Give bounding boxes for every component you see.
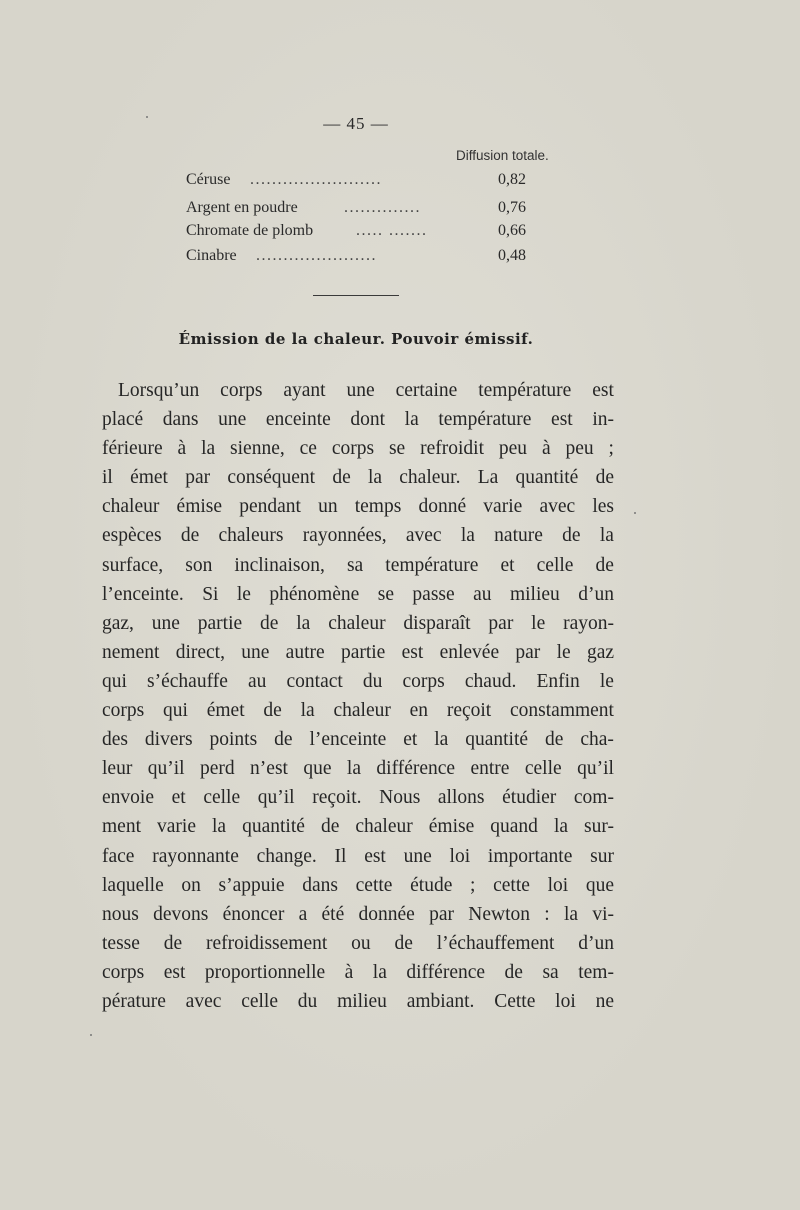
leader-dots: .............. (344, 199, 421, 216)
paragraph-line (102, 725, 614, 754)
word: par (515, 641, 541, 663)
word: rayon- (563, 612, 614, 634)
word: le (236, 583, 251, 605)
word: en (409, 700, 429, 722)
word: Lorsqu’un (118, 380, 200, 401)
word: cette (493, 874, 530, 896)
word: milieu (337, 990, 387, 1012)
word: sa (346, 554, 364, 576)
word: reçoit (446, 700, 492, 722)
word: tem- (578, 961, 614, 983)
word: se (388, 438, 406, 460)
word: partie (340, 641, 386, 663)
word: placé (102, 409, 144, 431)
paragraph-line (102, 667, 614, 696)
word: une (403, 845, 432, 867)
word: rayonnante (152, 845, 239, 867)
word: de (332, 467, 351, 489)
table-header: Diffusion totale. (456, 148, 549, 163)
word: de (260, 612, 279, 634)
paragraph-line (102, 609, 614, 638)
word: la (434, 729, 449, 751)
paragraph-line (102, 463, 614, 492)
word: allons (437, 787, 485, 809)
word: com- (573, 787, 614, 809)
word: rayonnées, (302, 525, 387, 547)
word: laquelle (102, 874, 164, 896)
paragraph-line (102, 638, 614, 667)
word: inclinaison, (234, 554, 325, 576)
paragraph-line (102, 492, 614, 521)
word: l’enceinte (309, 729, 387, 751)
word: à (344, 961, 354, 983)
word: varie (157, 816, 196, 838)
word: la (367, 467, 383, 489)
word: celle (524, 758, 562, 780)
word: chaleur (355, 816, 413, 838)
table-row (186, 247, 526, 269)
word: de (544, 729, 564, 751)
word: corps (102, 700, 145, 722)
word: espèces (102, 525, 162, 547)
word: qu’il (577, 758, 614, 780)
word: la (404, 409, 419, 431)
paper-speck (634, 512, 636, 514)
word: : (544, 903, 550, 925)
word: que (303, 758, 332, 780)
word: du (362, 670, 383, 692)
word: perd (199, 758, 235, 780)
word: des (102, 729, 128, 751)
word: tesse (102, 932, 140, 954)
word: la (346, 758, 361, 780)
paragraph-line (102, 580, 614, 609)
word: le (599, 670, 614, 692)
word: un (318, 496, 338, 518)
word: corps (220, 380, 263, 401)
table-row-value: 0,76 (498, 199, 526, 216)
paragraph (102, 376, 614, 1016)
word: qui (163, 700, 188, 722)
word: est (551, 409, 573, 431)
word: donné (418, 496, 467, 518)
word: la (599, 525, 614, 547)
word: énoncer (222, 903, 285, 925)
word: cette (355, 874, 393, 896)
paragraph-line (102, 696, 614, 725)
paragraph-line (102, 842, 614, 871)
word: la (372, 961, 387, 983)
word: de (394, 932, 413, 954)
paragraph-line (102, 521, 614, 550)
word: température (385, 554, 479, 576)
word: sa (542, 961, 559, 983)
word: s’échauffe (147, 670, 228, 692)
word: dans (162, 409, 199, 431)
leader-dots: ........................ (250, 171, 382, 188)
word: proportionnelle (204, 961, 326, 983)
word: nature (494, 525, 543, 547)
word: sienne, (230, 438, 285, 460)
page-number: — 45 — (323, 114, 389, 133)
word: de (180, 525, 200, 547)
word: direct, (175, 641, 225, 663)
word: ment (102, 816, 141, 838)
word: que (585, 874, 614, 896)
word: qu’il (147, 758, 185, 780)
paragraph-line (102, 987, 614, 1016)
word: Newton (468, 903, 531, 925)
word: au (473, 583, 492, 605)
paper-speck (90, 1034, 92, 1036)
word: de (320, 816, 340, 838)
word: chaleurs (218, 525, 284, 547)
leader-dots: ...................... (256, 247, 377, 264)
word: de (163, 932, 183, 954)
word: ou (351, 932, 371, 954)
word: de (274, 729, 293, 751)
table-row-label: Céruse (186, 171, 231, 188)
table-row-label: Cinabre (186, 247, 237, 264)
word: la (300, 700, 315, 722)
word: peu (565, 438, 594, 460)
table-row (186, 199, 526, 221)
word: et (171, 787, 186, 809)
word: de (504, 961, 523, 983)
section-divider (313, 295, 399, 296)
word: la (201, 438, 216, 460)
word: dans (302, 874, 338, 896)
paragraph-line (102, 434, 614, 463)
table-row (186, 222, 526, 244)
word: est (401, 641, 424, 663)
word: été (321, 903, 345, 925)
paragraph-line (102, 754, 614, 783)
word: cha- (580, 729, 614, 751)
word: ambiant. (406, 990, 475, 1012)
word: Si (202, 583, 219, 605)
paper-speck (146, 116, 148, 118)
word: disparaît (403, 612, 471, 634)
word: du (297, 990, 318, 1012)
word: nous (102, 903, 139, 925)
word: la (460, 525, 475, 547)
word: loi (547, 874, 569, 896)
word: pérature (102, 990, 166, 1012)
word: celle (241, 990, 278, 1012)
word: une (151, 612, 180, 634)
table-row-value: 0,48 (498, 247, 526, 264)
word: la (212, 816, 227, 838)
word: entre (470, 758, 510, 780)
word: étude (410, 874, 453, 896)
word: avec (405, 525, 442, 547)
word: quantité (515, 467, 579, 489)
word: température (478, 380, 572, 401)
word: est (592, 380, 614, 401)
word: de (595, 467, 614, 489)
word: corps (402, 670, 445, 692)
word: peu (498, 438, 528, 460)
word: nement (102, 641, 160, 663)
word: il (102, 467, 113, 489)
word: une (218, 409, 247, 431)
word: une (241, 641, 270, 663)
word: phénomène (269, 583, 360, 605)
word: émise (176, 496, 223, 518)
word: conséquent (227, 467, 316, 489)
word: importante (487, 845, 573, 867)
word: temps (354, 496, 402, 518)
paragraph-line (102, 871, 614, 900)
word: a (298, 903, 308, 925)
word: Cette (494, 990, 536, 1012)
table-row-label: Chromate de plomb (186, 222, 314, 239)
table-row (186, 171, 526, 193)
word: ; (470, 874, 476, 896)
paragraph-line (102, 929, 614, 958)
word: leur (102, 758, 133, 780)
word: température (438, 409, 532, 431)
word: loi (449, 845, 471, 867)
word: La (477, 467, 499, 489)
word: vi- (592, 903, 614, 925)
paragraph-line (102, 376, 614, 405)
word: étudier (502, 787, 557, 809)
word: est (163, 961, 186, 983)
word: loi (555, 990, 576, 1012)
word: émet (130, 467, 168, 489)
word: on (181, 874, 201, 896)
word: férieure (102, 438, 163, 460)
word: la (296, 612, 311, 634)
word: gaz, (102, 612, 134, 634)
word: sur (590, 845, 614, 867)
word: chaleur. (399, 467, 461, 489)
word: ce (299, 438, 317, 460)
word: divers (144, 729, 193, 751)
word: le (556, 641, 571, 663)
word: milieu (509, 583, 560, 605)
word: Nous (379, 787, 421, 809)
word: à (541, 438, 551, 460)
word: passe (412, 583, 455, 605)
word: in- (592, 409, 614, 431)
word: la (553, 816, 569, 838)
word: refroidit (420, 438, 484, 460)
word: quantité (242, 816, 305, 838)
word: son (185, 554, 213, 576)
word: chaleur (328, 612, 386, 634)
word: devons (153, 903, 209, 925)
word: quand (490, 816, 538, 838)
word: avec (185, 990, 222, 1012)
paragraph-line (102, 812, 614, 841)
word: par (429, 903, 455, 925)
word: Il (334, 845, 347, 867)
word: quantité (465, 729, 529, 751)
word: l’enceinte. (102, 583, 184, 605)
word: et (403, 729, 418, 751)
word: reçoit. (312, 787, 362, 809)
word: qu’il (257, 787, 295, 809)
word: de (562, 525, 581, 547)
word: ne (595, 990, 614, 1012)
word: dont (350, 409, 386, 431)
word: contact (286, 670, 343, 692)
table-row-value: 0,82 (498, 171, 526, 188)
word: est (364, 845, 386, 867)
word: par (488, 612, 514, 634)
word: la (563, 903, 579, 925)
word: sur- (584, 816, 614, 838)
word: s’appuie (218, 874, 285, 896)
word: de (263, 700, 282, 722)
section-title: Émission de la chaleur. Pouvoir émissif. (178, 330, 534, 348)
word: ; (608, 438, 614, 460)
word: partie (197, 612, 243, 634)
word: envoie (102, 787, 154, 809)
word: au (247, 670, 267, 692)
paragraph-line (102, 783, 614, 812)
word: à (177, 438, 187, 460)
word: surface, (102, 554, 164, 576)
word: différence (406, 961, 486, 983)
word: gaz (586, 641, 614, 663)
word: celle (536, 554, 574, 576)
word: n’est (250, 758, 288, 780)
word: par (185, 467, 211, 489)
word: et (500, 554, 515, 576)
word: chaleur (102, 496, 160, 518)
word: le (531, 612, 546, 634)
word: Enfin (536, 670, 580, 692)
word: corps (102, 961, 145, 983)
word: donnée (358, 903, 415, 925)
word: enlevée (439, 641, 500, 663)
paragraph-line (102, 551, 614, 580)
paragraph-line (102, 900, 614, 929)
word: les (592, 496, 614, 518)
word: enceinte (265, 409, 331, 431)
word: change. (256, 845, 317, 867)
word: avec (539, 496, 576, 518)
paragraph-line (102, 405, 614, 434)
leader-dots: ..... ....... (356, 222, 428, 239)
word: corps (331, 438, 375, 460)
table-row-value: 0,66 (498, 222, 526, 239)
word: face (102, 845, 135, 867)
word: ayant (283, 380, 326, 401)
word: pendant (239, 496, 301, 518)
word: constamment (510, 700, 614, 722)
paragraph-line (102, 958, 614, 987)
word: autre (285, 641, 325, 663)
word: d’un (578, 932, 614, 954)
word: chaleur (333, 700, 391, 722)
word: émise (428, 816, 475, 838)
word: d’un (578, 583, 614, 605)
word: une (346, 380, 375, 401)
word: chaud. (464, 670, 517, 692)
word: se (377, 583, 394, 605)
word: points (209, 729, 258, 751)
table-row-label: Argent en poudre (186, 199, 298, 216)
word: l’échauffement (436, 932, 555, 954)
word: varie (483, 496, 523, 518)
word: émet (206, 700, 245, 722)
word: différence (376, 758, 456, 780)
word: refroidissement (206, 932, 328, 954)
word: certaine (395, 380, 458, 401)
word: qui (102, 670, 127, 692)
word: de (595, 554, 614, 576)
word: celle (203, 787, 241, 809)
